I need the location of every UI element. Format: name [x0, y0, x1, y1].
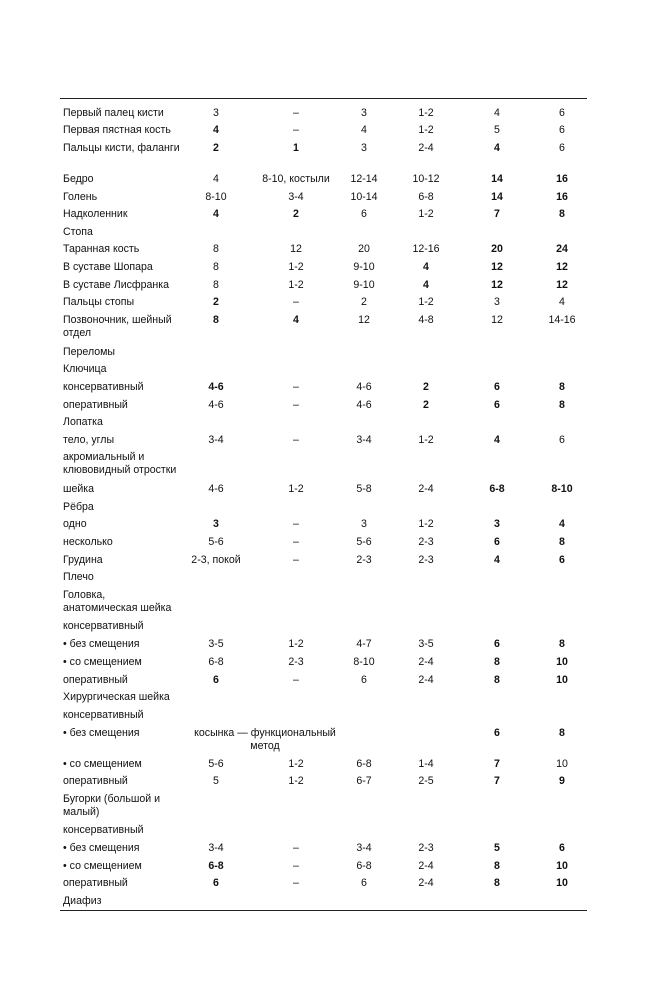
cell-col-4: 3-5	[418, 638, 434, 650]
cell-col-5: 20	[491, 243, 503, 255]
cell-col-6: 12	[556, 279, 568, 291]
cell-col-2: –	[293, 434, 299, 446]
cell-col-5: 8	[494, 860, 500, 872]
cell-col-6: 16	[556, 191, 568, 203]
cell-col-2: 1-2	[288, 261, 304, 273]
cell-col-6: 24	[556, 243, 568, 255]
cell-col-2: –	[293, 107, 299, 119]
row-label: Надколенник	[63, 208, 128, 220]
row-label: Бугорки (большой и малый)	[63, 793, 161, 818]
cell-col-2: 12	[290, 243, 302, 255]
cell-col-6: 4	[559, 296, 565, 308]
cell-col-4: 2-4	[418, 142, 434, 154]
cell-col-1: 3	[213, 518, 219, 530]
row-label: консервативный	[63, 824, 144, 836]
cell-col-3: 12-14	[350, 173, 378, 185]
cell-col-4: 2-4	[418, 483, 434, 495]
cell-col-3: 3-4	[356, 434, 372, 446]
cell-col-5: 14	[491, 173, 503, 185]
cell-col-5: 8	[494, 656, 500, 668]
cell-col-1: 6-8	[208, 860, 224, 872]
cell-col-3: 12	[358, 314, 370, 326]
cell-col-3: 3	[361, 107, 367, 119]
cell-col-4: 4	[423, 279, 429, 291]
cell-col-6: 8	[559, 727, 565, 739]
row-label: Диафиз	[63, 895, 102, 907]
cell-col-2: 1-2	[288, 638, 304, 650]
cell-col-1: 8	[213, 279, 219, 291]
cell-col-6: 8-10	[551, 483, 573, 495]
cell-col-2: –	[293, 536, 299, 548]
cell-col-4: 4-8	[418, 314, 434, 326]
bottom-rule	[60, 910, 587, 911]
row-label: • без смещения	[63, 842, 140, 854]
cell-col-3: 4-6	[356, 399, 372, 411]
cell-col-3: 5-6	[356, 536, 372, 548]
cell-col-6: 10	[556, 656, 568, 668]
cell-col-6: 6	[559, 554, 565, 566]
cell-col-4: 1-2	[418, 518, 434, 530]
cell-col-6: 10	[556, 860, 568, 872]
row-label: консервативный	[63, 620, 144, 632]
cell-col-2: –	[293, 554, 299, 566]
cell-col-1: 8	[213, 261, 219, 273]
cell-col-2: –	[293, 399, 299, 411]
cell-col-1: 2	[213, 142, 219, 154]
cell-col-1: 6-8	[208, 656, 224, 668]
cell-col-1: 4-6	[208, 381, 224, 393]
cell-col-3: 6-8	[356, 758, 372, 770]
cell-col-1: 4-6	[208, 399, 224, 411]
cell-col-4: 2	[423, 381, 429, 393]
cell-col-6: 12	[556, 261, 568, 273]
cell-col-1: 8-10	[205, 191, 227, 203]
row-label: шейка	[63, 483, 95, 495]
cell-col-5: 5	[494, 842, 500, 854]
cell-col-3: 3	[361, 142, 367, 154]
cell-col-5: 14	[491, 191, 503, 203]
cell-col-2: 3-4	[288, 191, 304, 203]
cell-col-6: 8	[559, 208, 565, 220]
cell-col-2: 4	[293, 314, 299, 326]
cell-col-1: 5	[213, 775, 219, 787]
cell-col-5: 12	[491, 314, 503, 326]
cell-col-3: 4-7	[356, 638, 372, 650]
row-label: Головка, анатомическая шейка	[63, 589, 172, 614]
cell-col-6: 6	[559, 434, 565, 446]
cell-col-4: 1-2	[418, 107, 434, 119]
cell-col-5: 4	[494, 142, 500, 154]
cell-col-2: 2	[293, 208, 299, 220]
cell-col-6: 6	[559, 142, 565, 154]
cell-col-3: 3	[361, 518, 367, 530]
cell-col-4: 2-4	[418, 674, 434, 686]
cell-col-2: –	[293, 518, 299, 530]
cell-col-3: 5-8	[356, 483, 372, 495]
cell-col-5: 4	[494, 554, 500, 566]
cell-col-4: 2-4	[418, 877, 434, 889]
cell-col-3: 6	[361, 877, 367, 889]
row-label: Лопатка	[63, 416, 103, 428]
cell-col-4: 2-3	[418, 536, 434, 548]
cell-col-6: 6	[559, 842, 565, 854]
cell-col-6: 8	[559, 381, 565, 393]
cell-col-1: 3-4	[208, 434, 224, 446]
cell-col-5: 12	[491, 279, 503, 291]
row-label: Грудина	[63, 554, 103, 566]
cell-col-5: 6	[494, 381, 500, 393]
cell-col-6: 6	[559, 124, 565, 136]
cell-col-3: 9-10	[353, 261, 375, 273]
row-label: Хирургическая шейка	[63, 691, 170, 703]
row-label: Таранная кость	[63, 243, 140, 255]
row-label: • без смещения	[63, 638, 140, 650]
cell-col-3: 4	[361, 124, 367, 136]
cell-col-2: 1	[293, 142, 299, 154]
cell-col-5: 4	[494, 107, 500, 119]
cell-col-4: 12-16	[412, 243, 440, 255]
cell-col-2: –	[293, 296, 299, 308]
cell-col-2: –	[293, 674, 299, 686]
cell-col-2: 1-2	[288, 775, 304, 787]
cell-col-4: 2-4	[418, 860, 434, 872]
cell-col-1: 2	[213, 296, 219, 308]
cell-col-1: 8	[213, 243, 219, 255]
cell-col-5: 7	[494, 775, 500, 787]
row-label: оперативный	[63, 877, 128, 889]
cell-col-5: 6	[494, 536, 500, 548]
cell-col-4: 6-8	[418, 191, 434, 203]
cell-col-2: –	[293, 381, 299, 393]
cell-col-2: 1-2	[288, 483, 304, 495]
cell-col-1: 3	[213, 107, 219, 119]
cell-col-6: 8	[559, 638, 565, 650]
row-label: оперативный	[63, 399, 128, 411]
cell-col-5: 6	[494, 399, 500, 411]
row-label: оперативный	[63, 775, 128, 787]
cell-col-4: 1-4	[418, 758, 434, 770]
row-label: оперативный	[63, 674, 128, 686]
cell-col-2: –	[293, 860, 299, 872]
cell-col-3: 4-6	[356, 381, 372, 393]
cell-col-3: 2	[361, 296, 367, 308]
cell-col-5: 7	[494, 758, 500, 770]
cell-col-3: 8-10	[353, 656, 375, 668]
cell-col-3: 6-8	[356, 860, 372, 872]
cell-col-4: 2	[423, 399, 429, 411]
row-label: тело, углы	[63, 434, 115, 446]
cell-col-2: –	[293, 877, 299, 889]
row-label: Стопа	[63, 226, 93, 238]
cell-col-3: 9-10	[353, 279, 375, 291]
cell-col-1: 5-6	[208, 758, 224, 770]
row-label: В суставе Лисфранка	[63, 279, 170, 291]
row-label: Плечо	[63, 571, 94, 583]
cell-col-5: 12	[491, 261, 503, 273]
row-label: Первый палец кисти	[63, 107, 164, 119]
cell-col-5: 7	[494, 208, 500, 220]
cell-col-3: 2-3	[356, 554, 372, 566]
cell-col-2: 1-2	[288, 279, 304, 291]
cell-col-3: 6	[361, 208, 367, 220]
cell-col-4: 1-2	[418, 434, 434, 446]
cell-col-4: 2-3	[418, 554, 434, 566]
cell-col-3: 10-14	[350, 191, 378, 203]
cell-col-2: 2-3	[288, 656, 304, 668]
row-label: консервативный	[63, 709, 144, 721]
cell-col-6: 6	[559, 107, 565, 119]
cell-col-6: 10	[556, 674, 568, 686]
cell-col-5: 3	[494, 518, 500, 530]
cell-col-5: 4	[494, 434, 500, 446]
cell-col-6: 9	[559, 775, 565, 787]
cell-col-3: 20	[358, 243, 370, 255]
row-label: Позвоночник, шейный отдел	[63, 314, 172, 339]
row-label: • со смещением	[63, 860, 142, 872]
row-label: несколько	[63, 536, 113, 548]
row-label: Переломы	[63, 346, 116, 358]
cell-col-1: 8	[213, 314, 219, 326]
cell-col-6: 8	[559, 536, 565, 548]
row-label: • без смещения	[63, 727, 140, 739]
row-span-note: косынка — функциональный метод	[194, 727, 336, 752]
row-label: одно	[63, 518, 87, 530]
cell-col-2: –	[293, 842, 299, 854]
cell-col-5: 3	[494, 296, 500, 308]
cell-col-4: 1-2	[418, 124, 434, 136]
row-label: акромиальный и клювовидный отростки	[63, 451, 177, 476]
cell-col-4: 1-2	[418, 208, 434, 220]
cell-col-1: 6	[213, 674, 219, 686]
cell-col-4: 2-4	[418, 656, 434, 668]
cell-col-1: 2-3, покой	[191, 554, 241, 566]
row-label: Рёбра	[63, 501, 94, 513]
cell-col-2: –	[293, 124, 299, 136]
row-label: Пальцы кисти, фаланги	[63, 142, 180, 154]
row-label: • со смещением	[63, 758, 142, 770]
cell-col-4: 4	[423, 261, 429, 273]
cell-col-6: 10	[556, 758, 568, 770]
row-label: Бедро	[63, 173, 94, 185]
row-label: консервативный	[63, 381, 144, 393]
cell-col-4: 1-2	[418, 296, 434, 308]
cell-col-5: 8	[494, 674, 500, 686]
cell-col-2: 8-10, костыли	[262, 173, 330, 185]
cell-col-4: 2-3	[418, 842, 434, 854]
cell-col-5: 6	[494, 638, 500, 650]
cell-col-4: 10-12	[412, 173, 440, 185]
cell-col-3: 6-7	[356, 775, 372, 787]
cell-col-2: 1-2	[288, 758, 304, 770]
cell-col-5: 5	[494, 124, 500, 136]
cell-col-1: 4-6	[208, 483, 224, 495]
cell-col-3: 3-4	[356, 842, 372, 854]
row-label: Первая пястная кость	[63, 124, 171, 136]
cell-col-1: 4	[213, 124, 219, 136]
row-label: В суставе Шопара	[63, 261, 153, 273]
cell-col-4: 2-5	[418, 775, 434, 787]
cell-col-5: 6	[494, 727, 500, 739]
cell-col-3: 6	[361, 674, 367, 686]
cell-col-6: 10	[556, 877, 568, 889]
cell-col-1: 5-6	[208, 536, 224, 548]
cell-col-1: 3-4	[208, 842, 224, 854]
cell-col-6: 4	[559, 518, 565, 530]
row-label: Ключица	[63, 363, 107, 375]
cell-col-5: 8	[494, 877, 500, 889]
row-label: Пальцы стопы	[63, 296, 135, 308]
cell-col-1: 4	[213, 208, 219, 220]
cell-col-1: 6	[213, 877, 219, 889]
cell-col-6: 16	[556, 173, 568, 185]
cell-col-6: 14-16	[548, 314, 576, 326]
cell-col-1: 3-5	[208, 638, 224, 650]
row-label: • со смещением	[63, 656, 142, 668]
cell-col-1: 4	[213, 173, 219, 185]
cell-col-5: 6-8	[489, 483, 505, 495]
cell-col-6: 8	[559, 399, 565, 411]
row-label: Голень	[63, 191, 98, 203]
